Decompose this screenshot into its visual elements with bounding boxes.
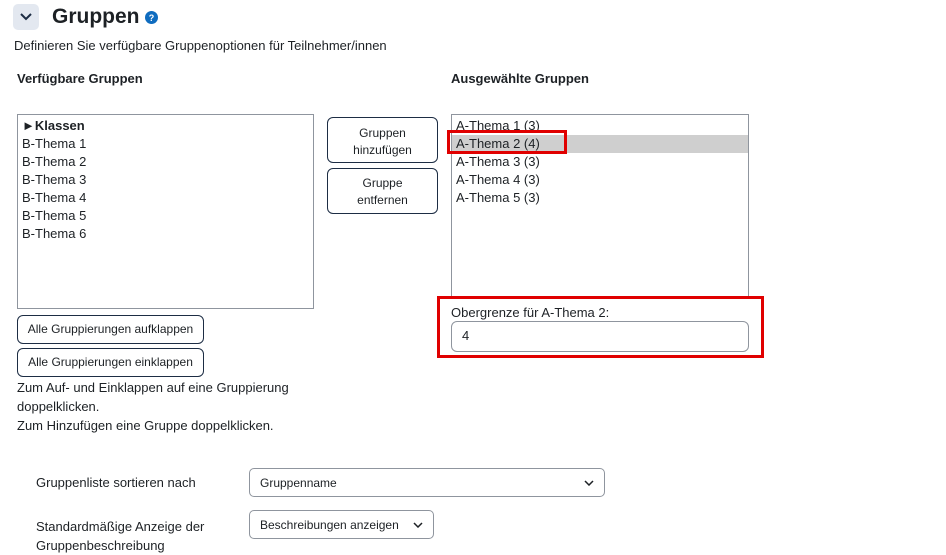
- add-groups-label-line2: hinzufügen: [353, 143, 412, 157]
- list-item[interactable]: B-Thema 4: [22, 190, 87, 205]
- display-select[interactable]: [249, 510, 434, 539]
- add-groups-button[interactable]: [327, 117, 438, 163]
- list-item-grouping[interactable]: ►Klassen: [22, 118, 85, 133]
- list-item[interactable]: B-Thema 2: [22, 154, 87, 169]
- selected-item-highlight: [447, 130, 567, 154]
- display-label-line: Gruppenbeschreibung: [36, 538, 165, 553]
- list-item[interactable]: B-Thema 1: [22, 136, 87, 151]
- list-item[interactable]: B-Thema 5: [22, 208, 87, 223]
- list-item[interactable]: A-Thema 5 (3): [456, 190, 540, 205]
- list-item-selected[interactable]: A-Thema 2 (4): [452, 135, 748, 153]
- section-description: Definieren Sie verfügbare Gruppenoptionen für Teilnehmer/innen: [14, 38, 387, 53]
- list-item[interactable]: A-Thema 3 (3): [456, 154, 540, 169]
- selected-groups-label: Ausgewählte Gruppen: [451, 71, 589, 86]
- collapse-section-button[interactable]: [13, 4, 39, 30]
- chevron-down-icon: [584, 480, 594, 486]
- remove-group-label-line2: entfernen: [357, 193, 408, 207]
- display-label-line: Standardmäßige Anzeige der: [36, 519, 205, 534]
- chevron-down-icon: [20, 13, 32, 21]
- chevron-down-icon: [413, 522, 423, 528]
- help-icon[interactable]: ?: [145, 11, 158, 24]
- hint-line: doppelklicken.: [17, 399, 100, 414]
- add-groups-label-line1: Gruppen: [359, 126, 406, 140]
- remove-group-label-line1: Gruppe: [362, 176, 403, 190]
- sort-label: Gruppenliste sortieren nach: [36, 475, 196, 490]
- available-groups-label: Verfügbare Gruppen: [17, 71, 143, 86]
- list-item[interactable]: A-Thema 4 (3): [456, 172, 540, 187]
- sort-select-value: Gruppenname: [260, 475, 337, 490]
- hint-line: Zum Hinzufügen eine Gruppe doppelklicken.: [17, 418, 274, 433]
- list-item[interactable]: B-Thema 3: [22, 172, 87, 187]
- display-select-value: Beschreibungen anzeigen: [260, 517, 399, 532]
- sort-select[interactable]: [249, 468, 605, 497]
- available-groups-list[interactable]: [17, 114, 314, 309]
- limit-label: Obergrenze für A-Thema 2:: [451, 305, 610, 320]
- expand-groupings-button[interactable]: Alle Gruppierungen aufklappen: [17, 315, 204, 344]
- hint-line: Zum Auf- und Einklappen auf eine Gruppierung: [17, 380, 289, 395]
- list-item[interactable]: A-Thema 1 (3): [456, 118, 540, 133]
- hint-text: [17, 378, 289, 435]
- collapse-groupings-button[interactable]: Alle Gruppierungen einklappen: [17, 348, 204, 377]
- display-label: [36, 517, 204, 555]
- remove-group-button[interactable]: [327, 168, 438, 214]
- list-item[interactable]: B-Thema 6: [22, 226, 87, 241]
- limit-input[interactable]: 4: [451, 321, 749, 352]
- section-title: Gruppen: [52, 5, 140, 28]
